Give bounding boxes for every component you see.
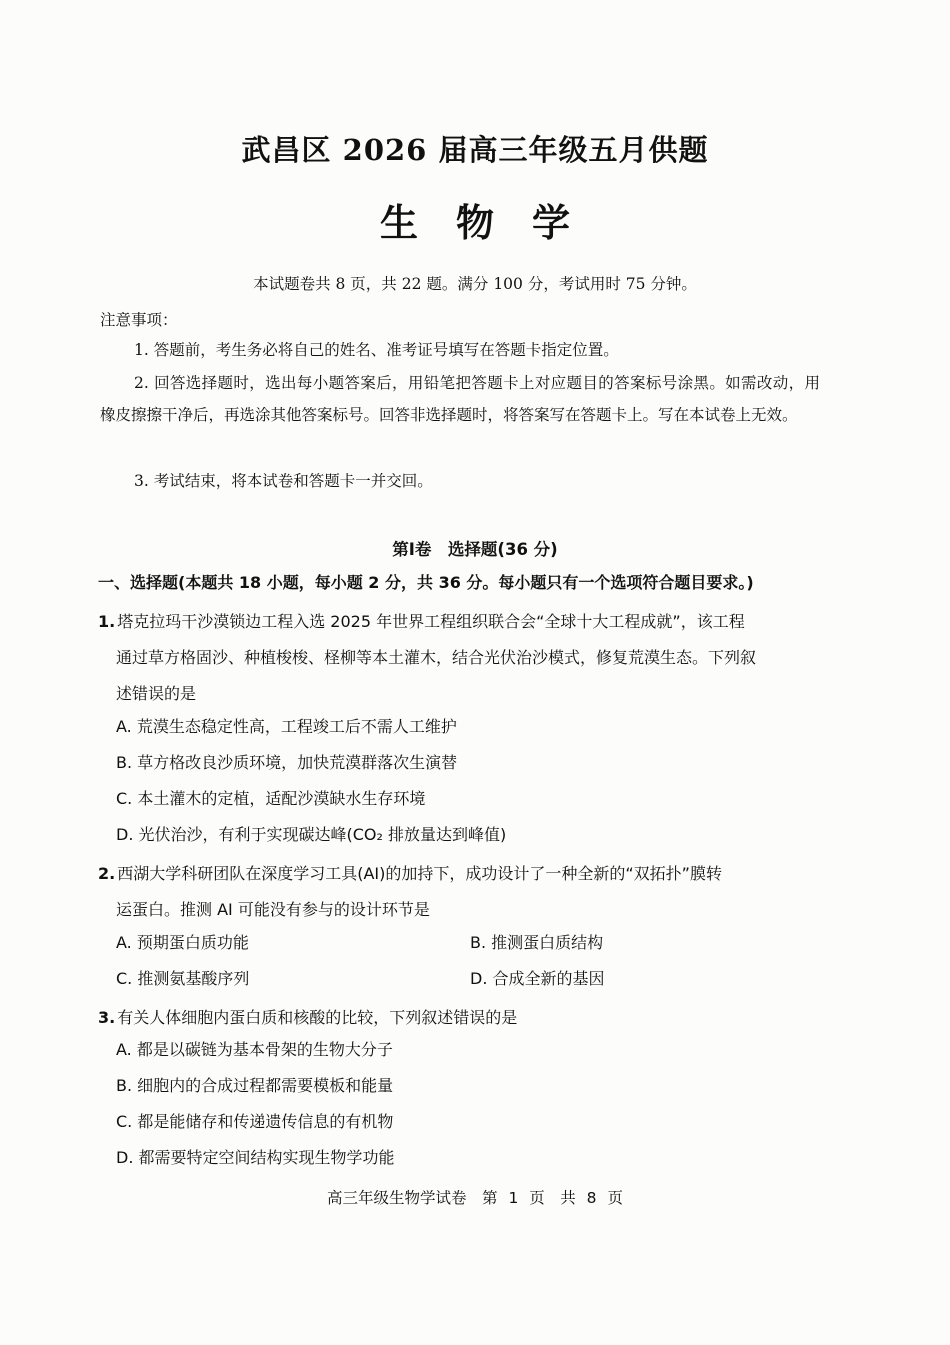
notice-item-3: 3. 考试结束，将本试卷和答题卡一并交回。 bbox=[134, 472, 433, 490]
page-footer: 高三年级生物学试卷 第 1 页 共 8 页 bbox=[327, 1189, 623, 1207]
question-1-option-d: D. 光伏治沙，有利于实现碳达峰(CO₂ 排放量达到峰值) bbox=[116, 825, 507, 844]
question-number: 3. bbox=[98, 1008, 116, 1027]
question-text: 西湖大学科研团队在深度学习工具(AI)的加持下，成功设计了一种全新的“双拓扑”膜转 bbox=[117, 864, 722, 883]
section-title: 第Ⅰ卷 选择题(36 分) bbox=[392, 540, 558, 559]
question-1-option-b: B. 草方格改良沙质环境，加快荒漠群落次生演替 bbox=[116, 753, 458, 772]
notice-title: 注意事项： bbox=[100, 311, 178, 329]
question-1-option-c: C. 本土灌木的定植，适配沙漠缺水生存环境 bbox=[116, 789, 426, 808]
notice-item-2: 2. 回答选择题时，选出每小题答案后，用铅笔把答题卡上对应题目的答案标号涂黑。如需改动，用橡皮擦擦干净后，再选涂其他答案标号。回答非选择题时，将答案写在答题卡上。写在本试卷上无效。 bbox=[100, 374, 821, 424]
part-title: 一、选择题(本题共 18 小题，每小题 2 分，共 36 分。每小题只有一个选项符合题目要求。) bbox=[98, 573, 754, 592]
question-1-line-3: 述错误的是 bbox=[116, 684, 197, 703]
question-3-option-d: D. 都需要特定空间结构实现生物学功能 bbox=[116, 1148, 395, 1167]
exam-intro: 本试题卷共 8 页，共 22 题。满分 100 分，考试用时 75 分钟。 bbox=[253, 275, 697, 293]
question-1-option-a: A. 荒漠生态稳定性高，工程竣工后不需人工维护 bbox=[116, 717, 457, 736]
question-3-option-a: A. 都是以碳链为基本骨架的生物大分子 bbox=[116, 1040, 393, 1059]
question-3-line-1 bbox=[98, 1000, 820, 1036]
question-2-option-b: B. 推测蛋白质结构 bbox=[470, 933, 604, 952]
question-3-option-b: B. 细胞内的合成过程都需要模板和能量 bbox=[116, 1076, 394, 1095]
question-1-line-2: 通过草方格固沙、种植梭梭、柽柳等本土灌木，结合光伏治沙模式，修复荒漠生态。下列叙 bbox=[116, 648, 757, 667]
question-number: 2. bbox=[98, 864, 116, 883]
question-2-line-2: 运蛋白。推测 AI 可能没有参与的设计环节是 bbox=[116, 900, 430, 919]
question-2-option-c: C. 推测氨基酸序列 bbox=[116, 969, 250, 988]
question-3-option-c: C. 都是能储存和传递遗传信息的有机物 bbox=[116, 1112, 394, 1131]
question-number: 1. bbox=[98, 612, 116, 631]
question-text: 有关人体细胞内蛋白质和核酸的比较，下列叙述错误的是 bbox=[117, 1008, 518, 1027]
question-2-option-a: A. 预期蛋白质功能 bbox=[116, 933, 249, 952]
exam-title: 武昌区 2026 届高三年级五月供题 bbox=[241, 133, 709, 167]
subject-title: 生物学 bbox=[379, 200, 608, 245]
question-text: 塔克拉玛干沙漠锁边工程入选 2025 年世界工程组织联合会“全球十大工程成就”，该工程 bbox=[117, 612, 745, 631]
notice-item-1: 1. 答题前，考生务必将自己的姓名、准考证号填写在答题卡指定位置。 bbox=[134, 341, 619, 359]
question-1-line-1 bbox=[98, 604, 820, 640]
question-2-line-1 bbox=[98, 856, 820, 892]
question-2-option-d: D. 合成全新的基因 bbox=[470, 969, 605, 988]
